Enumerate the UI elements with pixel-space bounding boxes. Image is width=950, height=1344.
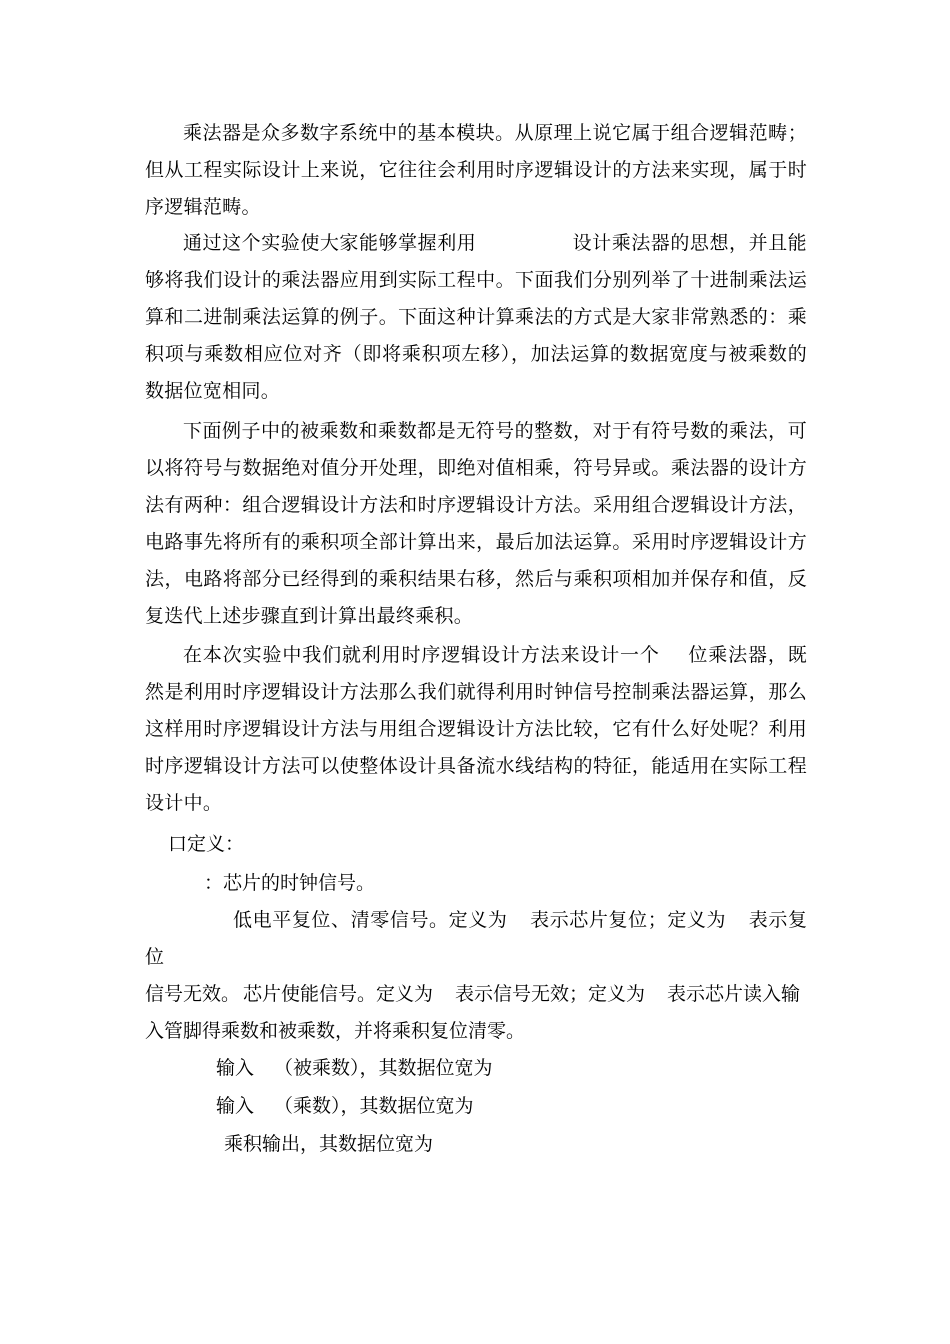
paragraph-text: 在本次实验中我们就利用时序逻辑设计方法来设计一个 <box>183 644 660 666</box>
definition-text: 低电平复位、清零信号。定义为 <box>233 909 508 931</box>
definition-en <box>145 976 807 1050</box>
definition-text: 入管脚得乘数和被乘数，并将乘积复位清零。 <box>145 1020 526 1042</box>
definition-text: （乘数），其数据位宽为 <box>274 1095 474 1117</box>
paragraph-text: 设计乘法器的思想，并且能够将我们设计的乘法器应用到实际工程中。下面我们分别列举了十进制乘法运算和二进制乘法运算的例子。下面这种计算乘法的方式是大家非常熟悉的：乘积项与乘数相应位对齐（即将乘积项左移），加法运算的数据宽度与被乘数的数据位宽相同。 <box>145 232 807 402</box>
definition-text: 表示芯片读入输 <box>667 983 801 1005</box>
paragraph-text: 通过这个实验使大家能够掌握利用 <box>183 232 477 254</box>
paragraph-sequential-design <box>145 637 807 822</box>
definition-input-a <box>216 1050 493 1087</box>
definition-text: 输入 <box>216 1095 255 1117</box>
paragraph-methods: 下面例子中的被乘数和乘数都是无符号的整数，对于有符号数的乘法，可以将符号与数据绝对值分开处理，即绝对值相乘，符号异或。乘法器的设计方法有两种：组合逻辑设计方法和时序逻辑设计方法。采用组合逻辑设计方法，电路事先将所有的乘积项全部计算出来，最后加法运算。采用时序逻辑设计方法，电路将部分已经得到的乘积结果右移，然后与乘积项相加并保存和值，反复迭代上述步骤直到计算出最终乘积。 <box>145 420 807 627</box>
definition-text: 表示芯片复位；定义为 <box>529 909 727 931</box>
definition-clk: ：芯片的时钟信号。 <box>204 872 376 894</box>
definition-text: 芯片使能信号。定义为 <box>243 983 434 1005</box>
definition-output: 乘积输出，其数据位宽为 <box>224 1133 434 1155</box>
definition-text: 表示信号无效；定义为 <box>455 983 646 1005</box>
definition-text: 表示复位 <box>145 909 807 968</box>
definitions-heading: 口定义： <box>168 833 245 855</box>
definition-text: 信号无效。 <box>145 983 241 1005</box>
definition-text: （被乘数），其数据位宽为 <box>274 1057 493 1079</box>
definition-text: 输入 <box>216 1057 255 1079</box>
definition-input-b <box>216 1088 474 1125</box>
paragraph-intro: 乘法器是众多数字系统中的基本模块。从原理上说它属于组合逻辑范畴；但从工程实际设计上来说，它往往会利用时序逻辑设计的方法来实现，属于时序逻辑范畴。 <box>145 122 807 218</box>
paragraph-text: 位乘法器，既然是利用时序逻辑设计方法那么我们就得利用时钟信号控制乘法器运算，那么这样用时序逻辑设计方法与用组合逻辑设计方法比较，它有什么好处呢？利用时序逻辑设计方法可以使整体设计具备流水线结构的特征，能适用在实际工程设计中。 <box>145 644 807 814</box>
paragraph-experiment-goal <box>145 225 807 410</box>
